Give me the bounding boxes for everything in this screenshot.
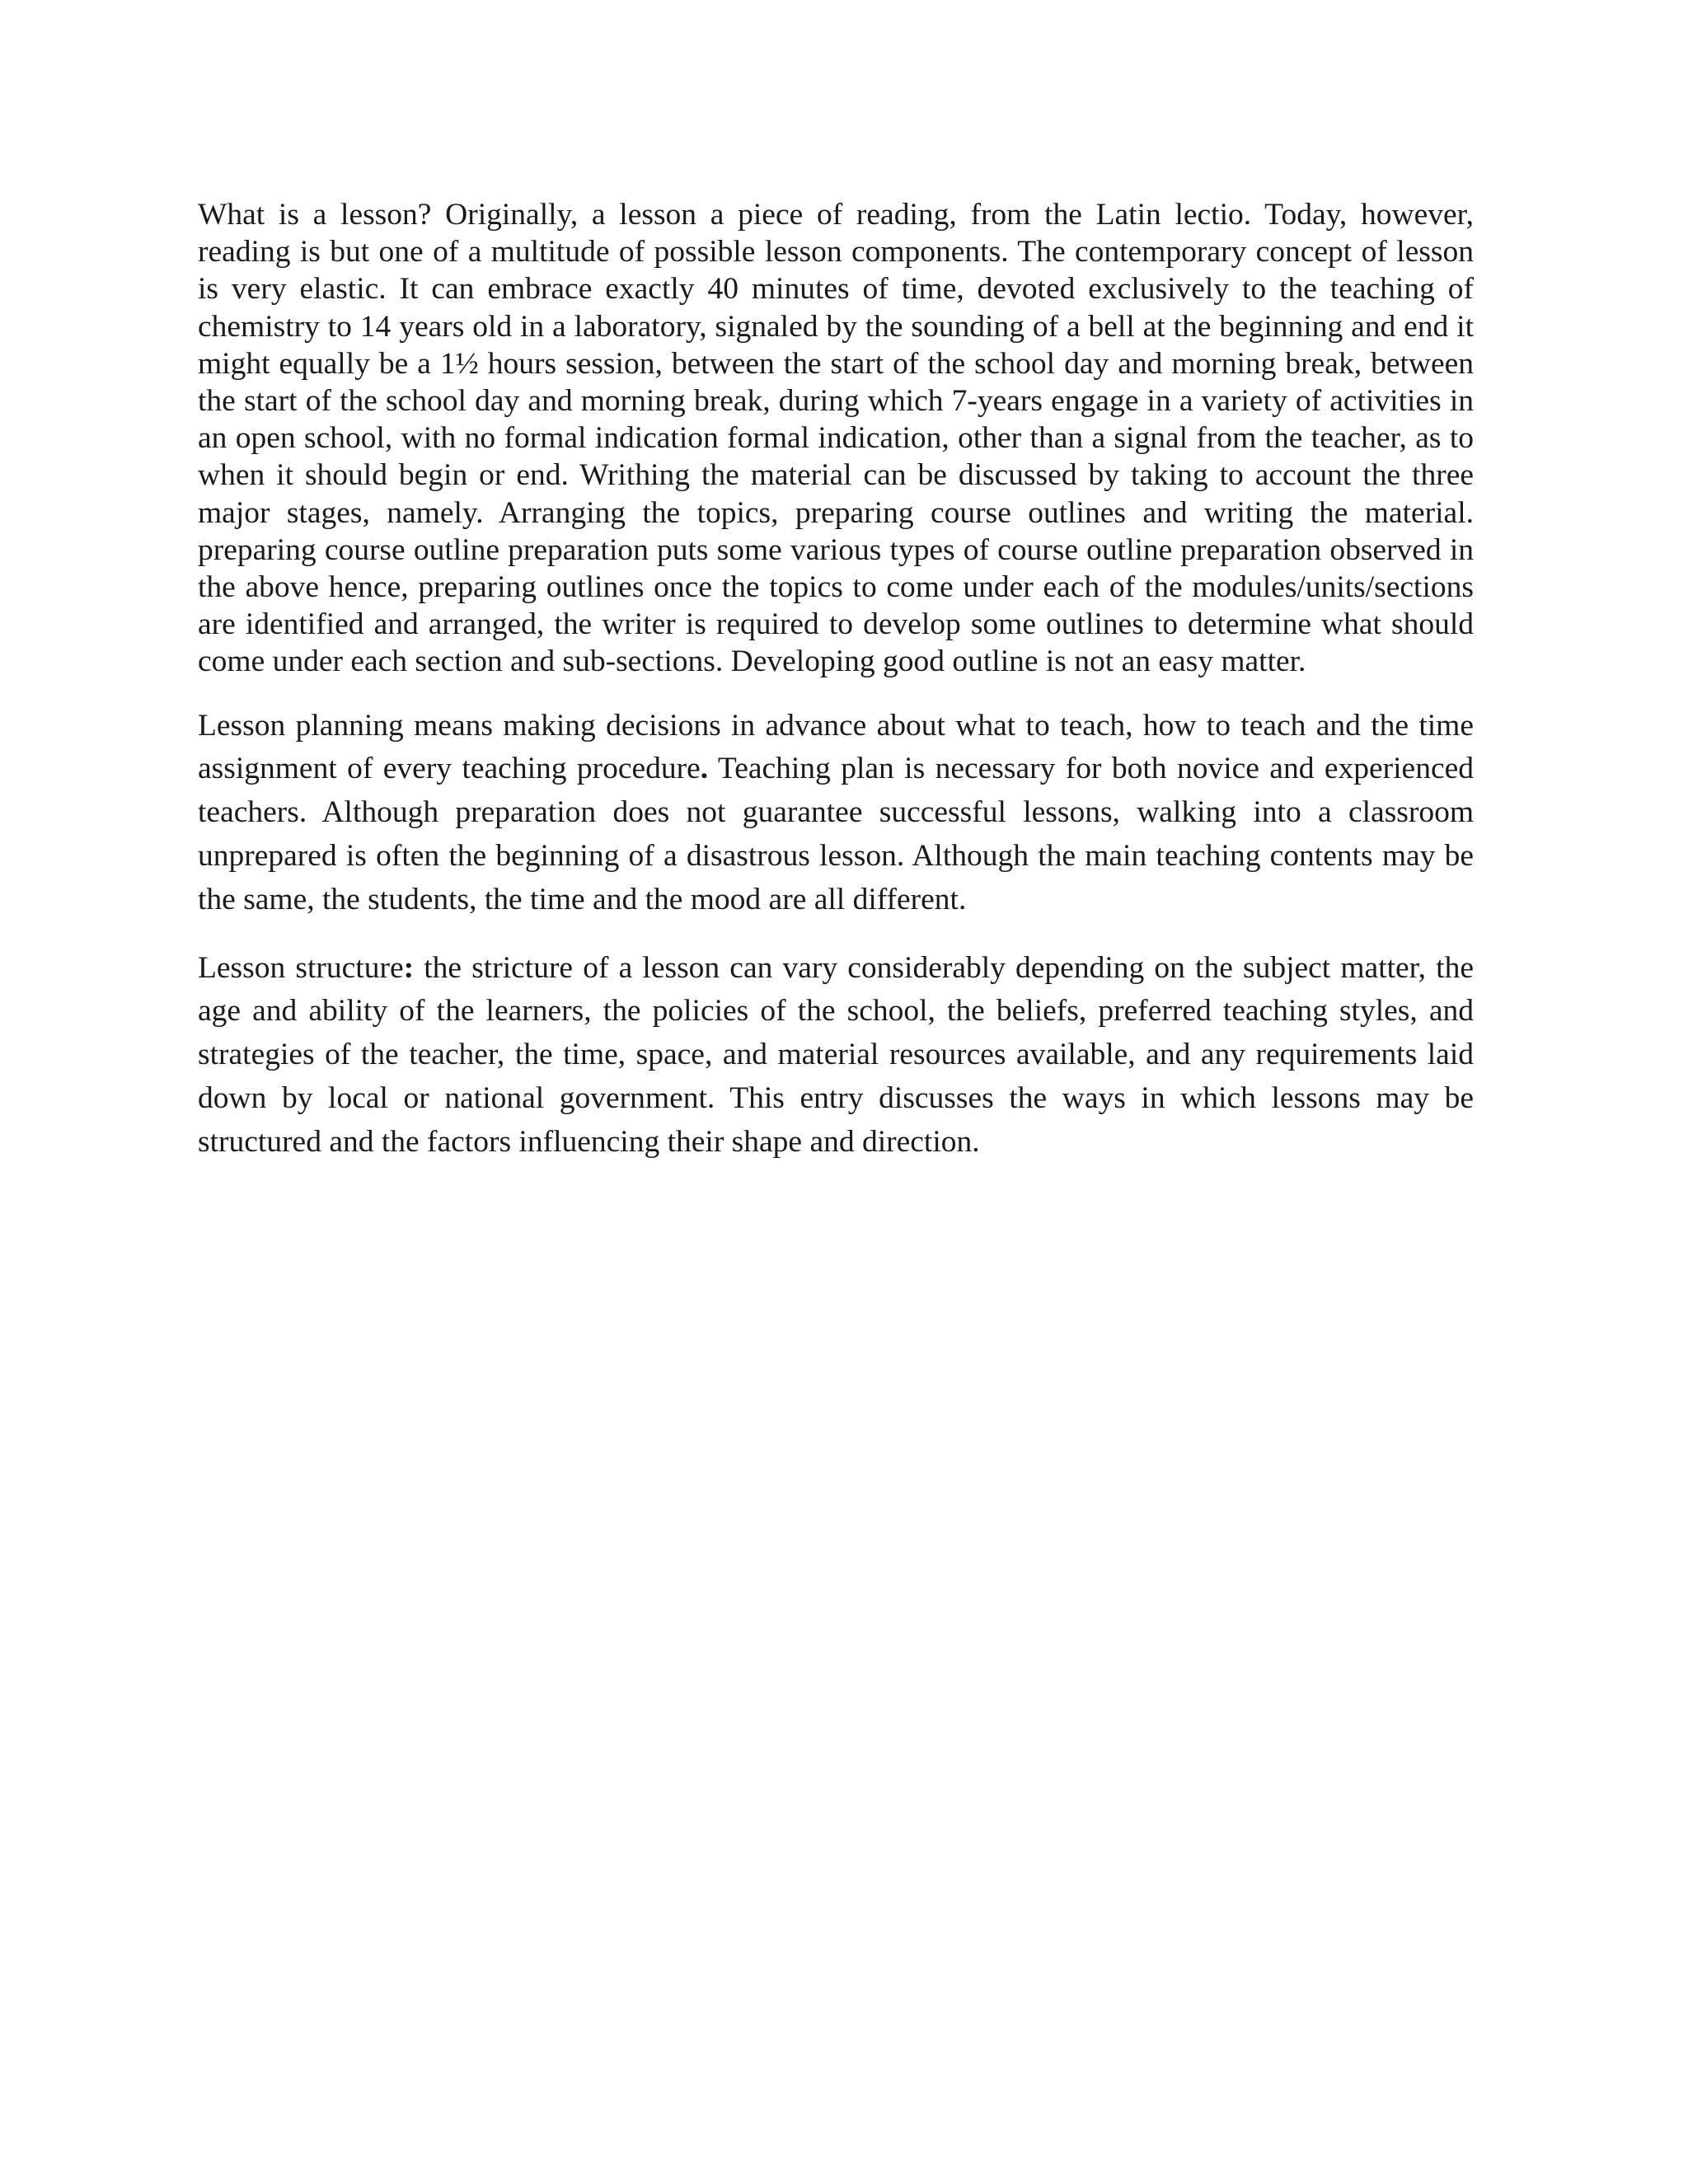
- paragraph-lesson-planning: [198, 705, 1474, 922]
- paragraph-what-is-a-lesson: What is a lesson? Originally, a lesson a piece of reading, from the Latin lectio. Today, however, reading is but one of a multitude of possible lesson components. The contemporary concept of lesson is very elastic. It can embrace exactly 40 minutes of time, devoted exclusively to the teaching of chemistry to 14 years old in a laboratory, signaled by the sounding of a bell at the beginning and end it might equally be a 1½ hours session, between the start of the school day and morning break, between the start of the school day and morning break, during which 7-years engage in a variety of activities in an open school, with no formal indication formal indication, other than a signal from the teacher, as to when it should begin or end. Writhing the material can be discussed by taking to account the three major stages, namely. Arranging the topics, preparing course outlines and writing the material. preparing course outline preparation puts some various types of course outline preparation observed in the above hence, preparing outlines once the topics to come under each of the modules/units/sections are identified and arranged, the writer is required to develop some outlines to determine what should come under each section and sub-sections. Developing good outline is not an easy matter.: [198, 198, 1474, 679]
- bold-colon: :: [403, 950, 415, 985]
- paragraph-lesson-structure: [198, 947, 1474, 1165]
- bold-period: .: [700, 752, 709, 786]
- document-page: [198, 196, 1474, 1165]
- paragraph-lesson-planning-text-continued: Teaching plan is necessary for both novice and experienced teachers. Although preparation does not guarantee successful lessons, walking into a classroom unprepared is often the beginning of a disastrous lesson. Although the main teaching contents may be the same, the students, the time and the mood are all different.: [198, 752, 1474, 916]
- paragraph-lesson-planning-text: Lesson planning means making decisions in advance about what to teach, how to teach and the time assignment of every teaching procedure: [198, 708, 1474, 786]
- lesson-structure-heading: Lesson structure: [198, 950, 404, 985]
- paragraph-lesson-structure-text: the stricture of a lesson can vary considerably depending on the subject matter, the age and ability of the learners, the policies of the school, the beliefs, preferred teaching styles, and strategies of the teacher, the time, space, and material resources available, and any requirements laid down by local or national government. This entry discusses the ways in which lessons may be structured and the factors influencing their shape and direction.: [198, 950, 1474, 1159]
